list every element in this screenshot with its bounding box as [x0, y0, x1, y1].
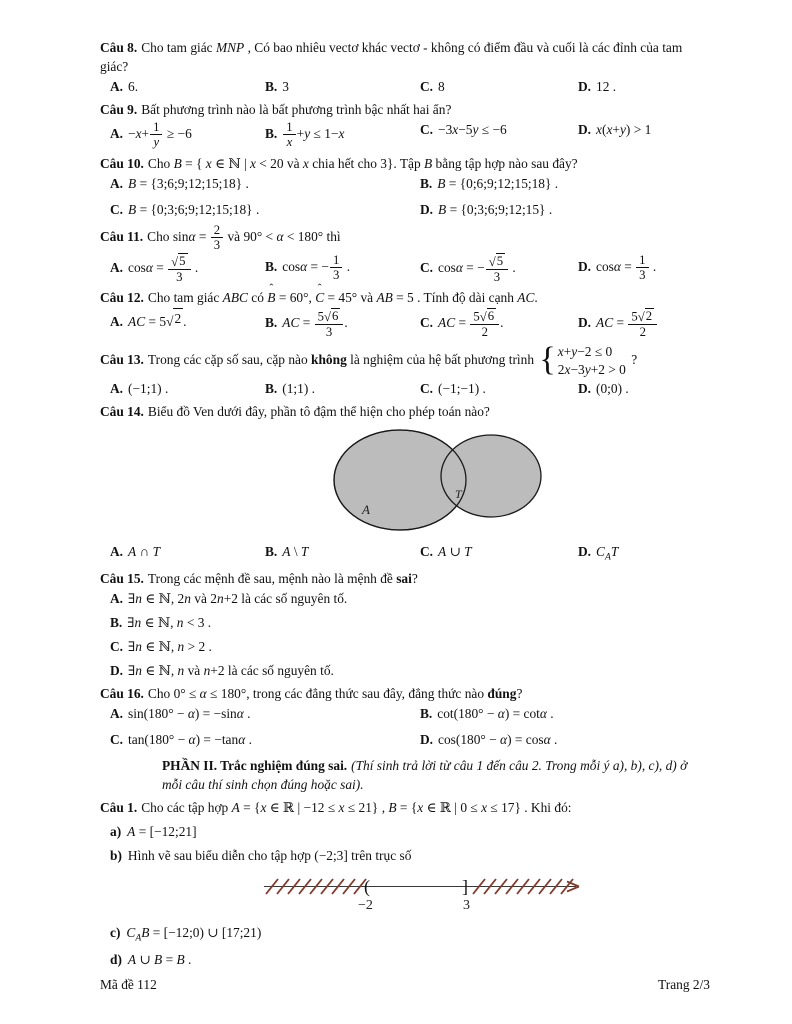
venn-set-t	[441, 435, 541, 517]
hat-accent	[267, 288, 275, 307]
math-variable: B	[128, 175, 137, 191]
statement-label: c)	[110, 925, 121, 941]
option	[265, 77, 420, 96]
math-variable: B	[154, 952, 163, 968]
question-text	[100, 798, 710, 817]
statement-text: A = [−12;21]	[127, 823, 197, 839]
question-text	[100, 402, 710, 421]
option-label: B.	[265, 79, 278, 95]
fraction: 5 √ 2 2	[627, 308, 658, 339]
option-label: D.	[578, 314, 592, 330]
math-variable: C	[596, 544, 605, 560]
options-grid	[100, 542, 710, 564]
math-variable: B	[173, 155, 182, 171]
math-variable: α	[543, 731, 551, 747]
number-line-figure	[258, 869, 710, 918]
math-variable: α	[188, 228, 196, 244]
question-body: Cho 0° ≤ α ≤ 180°, trong các đẳng thức sau đây, đẳng thức nào đúng?	[147, 685, 523, 701]
option-text: (−1;1) .	[128, 381, 169, 397]
math-variable: x	[249, 155, 256, 171]
option-label: A.	[110, 544, 124, 560]
math-variable: AC	[438, 314, 456, 330]
option-label: C.	[420, 122, 434, 138]
option-text: AC = 5 √ 6 3 .	[282, 309, 348, 340]
statement-item	[100, 923, 710, 945]
math-variable: α	[236, 705, 244, 721]
square-root: √ 6	[479, 309, 495, 324]
option	[420, 704, 710, 723]
option-label: A.	[110, 381, 124, 397]
options-grid	[100, 379, 710, 398]
option	[110, 253, 265, 284]
option	[420, 542, 578, 561]
math-variable: α	[539, 705, 547, 721]
option-text: (−1;−1) .	[438, 381, 486, 397]
statement-item	[100, 822, 710, 841]
question-label: Câu 16.	[100, 685, 144, 701]
option-label: B.	[420, 175, 433, 191]
question-label: Câu 13.	[100, 351, 144, 367]
math-variable: x	[481, 799, 488, 815]
option-label: D.	[110, 662, 124, 678]
option	[110, 730, 420, 749]
fraction: 5 √ 6 3	[314, 308, 345, 339]
options-grid	[100, 253, 710, 284]
option-text: $\frac{1}{x}$ +y ≤ 1−x	[282, 126, 344, 141]
math-variable: x	[417, 799, 424, 815]
math-variable: α	[199, 685, 207, 701]
math-variable: AC	[128, 313, 146, 329]
option	[110, 120, 265, 150]
square-root: √ 5	[488, 254, 504, 269]
square-root: √ 5	[171, 254, 186, 269]
part2-question-container	[100, 798, 710, 970]
math-variable: B	[438, 201, 447, 217]
question-body: Trong các mệnh đề sau, mệnh nào là mệnh đề sai?	[147, 570, 418, 586]
option-text: B = {0;3;6;9;12;15} .	[438, 201, 553, 217]
option-label: D.	[578, 122, 592, 138]
math-variable: x	[286, 135, 293, 150]
option-text: A \ T	[282, 544, 309, 560]
math-variable: A	[127, 823, 136, 839]
option-label: C.	[420, 314, 434, 330]
math-variable: n	[177, 638, 185, 654]
math-variable: T	[610, 544, 619, 560]
part2-header	[162, 756, 710, 794]
math-variable: A	[128, 544, 137, 560]
question-text	[100, 38, 710, 76]
option-text: ∃n ∈ ℕ, n < 3 .	[127, 614, 212, 630]
option	[420, 200, 710, 219]
statement-label: d)	[110, 952, 122, 968]
math-variable: α	[300, 259, 308, 275]
question-body: Bất phương trình nào là bất phương trình bậc nhất hai ẩn?	[141, 102, 452, 118]
option-text: cosα = − $\frac{1}{3}$ .	[282, 253, 351, 283]
option	[265, 308, 420, 339]
square-root: √ 2	[166, 308, 183, 328]
venn-svg	[332, 424, 547, 536]
venn-label-t: T	[455, 487, 462, 502]
statement-label: a)	[110, 823, 122, 839]
option	[265, 120, 420, 150]
math-variable: x	[135, 125, 142, 141]
option-label: D.	[578, 381, 592, 397]
math-variable: x	[557, 344, 564, 360]
math-variable: α	[276, 228, 284, 244]
option-label: C.	[420, 259, 434, 275]
option-text: 12 .	[596, 79, 617, 95]
question-body: Trong các cặp số sau, cặp nào không là nghiệm của hệ bất phương trình { x+y−2 ≤ 0 2x−3y+2 > 0 ?	[147, 341, 638, 379]
option	[110, 174, 420, 193]
option-text: cosα = √ 5 3 .	[128, 254, 199, 284]
option-label: C.	[110, 201, 124, 217]
option-label: A.	[110, 705, 124, 721]
math-variable: y	[153, 135, 160, 150]
options-grid	[100, 308, 710, 339]
option	[578, 308, 710, 339]
math-variable: B	[176, 952, 185, 968]
option-text: 3	[282, 79, 289, 95]
system-of-inequalities: { x+y−2 ≤ 0 2x−3y+2 > 0	[539, 341, 626, 379]
option-label: C.	[420, 381, 434, 397]
option-label: C.	[110, 638, 124, 654]
option-text: cot(180° − α) = cotα .	[437, 705, 554, 721]
question-block	[100, 100, 710, 150]
math-variable: x	[302, 155, 309, 171]
math-variable: α	[613, 259, 621, 275]
math-variable: n	[135, 638, 142, 654]
option-text: −3x−5y ≤ −6	[438, 122, 507, 138]
hat-accent	[315, 288, 324, 307]
fraction: $\frac{1}{3}$	[635, 253, 649, 283]
option-label: C.	[420, 79, 434, 95]
math-variable: A	[135, 932, 142, 944]
option-label: A.	[110, 79, 124, 95]
math-variable: n	[203, 662, 211, 678]
option-label: A.	[110, 125, 124, 141]
option-label: C.	[420, 544, 434, 560]
math-variable: AB	[376, 290, 393, 306]
math-variable: n	[216, 590, 224, 606]
math-variable: α	[188, 731, 196, 747]
options-grid	[100, 120, 710, 150]
math-variable: C	[126, 925, 136, 941]
option-text: ∃n ∈ ℕ, n > 2 .	[128, 638, 212, 654]
question-block	[100, 684, 710, 749]
option-text: −x+ $\frac{1}{y}$ ≥ −6	[128, 120, 192, 150]
option	[110, 308, 265, 331]
question-text	[100, 343, 710, 378]
option	[420, 308, 578, 339]
question-label: Câu 1.	[100, 799, 138, 815]
option-text: x(x+y) > 1	[596, 122, 652, 138]
math-variable: B	[128, 201, 137, 217]
option	[578, 379, 710, 398]
math-variable: n	[135, 590, 142, 606]
tick-label-minus2: −2	[358, 897, 373, 913]
option-text: cosα = $\frac{1}{3}$ .	[596, 253, 657, 283]
option-text: A ∪ T	[438, 544, 472, 560]
option-text: ∃n ∈ ℕ, 2n và 2n+2 là các số nguyên tố.	[128, 590, 348, 606]
options-grid	[100, 77, 710, 96]
question-text	[100, 154, 710, 173]
option	[110, 77, 265, 96]
option	[578, 77, 710, 96]
option-label: C.	[110, 731, 124, 747]
question-block	[100, 569, 710, 680]
option-text: tan(180° − α) = −tanα .	[128, 731, 252, 747]
option	[110, 589, 710, 608]
math-variable: ABC	[222, 290, 248, 306]
open-paren-bracket: (	[364, 876, 370, 897]
fraction: 5 √ 6 2	[469, 308, 500, 339]
math-variable: B	[141, 925, 150, 941]
option-label: B.	[265, 544, 278, 560]
math-variable: n	[176, 614, 184, 630]
option-label: B.	[420, 705, 433, 721]
question-block	[100, 798, 710, 970]
fraction: $\frac{1}{3}$	[329, 253, 343, 283]
option	[110, 637, 710, 656]
option	[578, 542, 710, 564]
math-variable: y	[472, 122, 479, 138]
option-label: D.	[420, 731, 434, 747]
question-label: Câu 14.	[100, 404, 144, 420]
part1-questions-container	[100, 38, 710, 749]
part2-subtitle: (Thí sinh trả lời từ câu 1 đến câu 2. Trong mỗi ý a), b), c), d) ở mỗi câu thí sinh chọn đúng hoặc sai).	[162, 757, 688, 792]
bold-emphasis: đúng	[487, 685, 517, 701]
statement-text: Hình vẽ sau biểu diễn cho tập hợp (−2;3] trên trục số	[127, 847, 412, 863]
math-variable: α	[500, 731, 508, 747]
option	[420, 730, 710, 749]
option	[110, 704, 420, 723]
question-text	[100, 288, 710, 307]
option-label: B.	[265, 259, 278, 275]
option-label: B.	[110, 614, 123, 630]
fraction: √ 5 3	[167, 253, 191, 284]
question-body: Cho tam giác MNP , Có bao nhiêu vectơ khác vectơ - không có điểm đầu và cuối là các đỉnh của tam giác?	[100, 40, 683, 75]
question-text	[100, 100, 710, 119]
option-label: D.	[578, 79, 592, 95]
math-variable: α	[187, 705, 195, 721]
option	[110, 613, 710, 632]
math-variable: y	[304, 125, 311, 141]
math-variable: α	[238, 731, 246, 747]
math-variable: x	[596, 122, 602, 138]
question-block	[100, 223, 710, 285]
option	[110, 379, 265, 398]
question-block	[100, 154, 710, 219]
option-text: B = {3;6;9;12;15;18} .	[128, 175, 249, 191]
option-text: B = {0;3;6;9;12;15;18} .	[128, 201, 260, 217]
math-variable: B	[424, 155, 433, 171]
option-label: A.	[110, 590, 124, 606]
option-label: B.	[265, 125, 278, 141]
option	[420, 253, 578, 284]
fraction: √ 5 3	[485, 253, 509, 284]
math-variable: α	[145, 259, 153, 275]
statement-item	[100, 846, 710, 918]
option	[265, 542, 420, 561]
question-body: Cho các tập hợp A = {x ∈ ℝ | −12 ≤ x ≤ 21} , B = {x ∈ ℝ | 0 ≤ x ≤ 17} . Khi đó:	[141, 799, 572, 815]
option-text: A ∩ T	[128, 544, 161, 560]
statement-label: b)	[110, 847, 122, 863]
venn-label-a: A	[362, 502, 370, 518]
square-root: √ 2	[637, 309, 653, 324]
math-variable: y	[584, 361, 591, 377]
math-variable: x	[338, 799, 345, 815]
option-label: D.	[578, 544, 592, 560]
math-variable: α	[455, 259, 463, 275]
option-text: ∃n ∈ ℕ, n và n+2 là các số nguyên tố.	[128, 662, 334, 678]
option-label: D.	[420, 201, 434, 217]
option-text: AC = 5 √ 2 .	[128, 314, 187, 329]
math-variable: A	[604, 551, 611, 563]
question-body: Cho sinα = $\frac{2}{3}$ và 90° < α < 180° thì	[147, 222, 341, 252]
math-variable: AC	[282, 314, 300, 330]
question-block	[100, 402, 710, 564]
option-label: B.	[265, 314, 278, 330]
math-variable: y	[571, 344, 578, 360]
math-variable: x	[452, 122, 459, 138]
math-variable: n	[135, 662, 142, 678]
number-line-svg	[258, 869, 598, 913]
math-variable: x	[205, 155, 212, 171]
tick-label-3: 3	[463, 897, 470, 913]
option-label: B.	[265, 381, 278, 397]
option-text: cosα = − √ 5 3 .	[438, 254, 516, 284]
option	[420, 174, 710, 193]
part2-title: PHẦN II. Trắc nghiệm đúng sai.	[162, 757, 348, 773]
option-label: D.	[578, 259, 592, 275]
exam-code: Mã đề 112	[100, 976, 157, 992]
options-grid	[100, 589, 710, 680]
math-variable: A	[282, 544, 291, 560]
options-grid	[100, 174, 710, 219]
math-variable: T	[152, 544, 161, 560]
statement-text: $C_AB$ = [−12;0) ∪ [17;21)	[126, 925, 262, 944]
question-label: Câu 12.	[100, 290, 144, 306]
option	[110, 542, 265, 561]
option	[420, 379, 578, 398]
math-variable: n	[177, 662, 185, 678]
question-label: Câu 15.	[100, 570, 144, 586]
fraction: $\frac{2}{3}$	[210, 223, 224, 253]
question-block	[100, 38, 710, 96]
options-grid	[100, 704, 710, 749]
fraction: $\frac{1}{x}$	[282, 120, 296, 150]
option	[578, 253, 710, 283]
question-body: Cho tam giác ABC có ˆ B = 60°, ˆ C = 45° và AB = 5 . Tính độ dài cạnh AC.	[148, 290, 538, 305]
option-text: cos(180° − α) = cosα .	[438, 731, 558, 747]
close-square-bracket: ]	[462, 876, 468, 897]
math-variable: T	[464, 544, 472, 560]
question-block	[100, 343, 710, 398]
page-footer	[100, 975, 710, 994]
math-variable: x	[260, 799, 267, 815]
venn-diagram	[332, 424, 710, 541]
math-variable: A	[127, 952, 137, 968]
math-variable: n	[134, 614, 142, 630]
option	[420, 120, 578, 139]
question-label: Câu 8.	[100, 40, 138, 55]
option-text: 8	[438, 79, 445, 95]
math-variable: B	[437, 175, 446, 191]
square-root: √ 6	[324, 309, 339, 324]
question-label: Câu 11.	[100, 228, 144, 244]
option-text: AC = 5 √ 6 2 .	[438, 309, 504, 340]
question-label: Câu 10.	[100, 155, 144, 171]
math-variable: y	[619, 122, 626, 138]
math-variable: B	[267, 290, 276, 306]
question-text	[100, 684, 710, 703]
option-text: (1;1) .	[282, 381, 316, 397]
option-text: (0;0) .	[596, 381, 629, 397]
math-variable: x	[338, 125, 345, 141]
question-text	[100, 569, 710, 588]
fraction: $\frac{1}{y}$	[149, 120, 163, 150]
math-variable: x	[606, 122, 613, 138]
statement-item	[100, 950, 710, 969]
math-variable: A	[438, 544, 447, 560]
math-variable: x	[564, 361, 571, 377]
option	[110, 661, 710, 680]
option-text: AC = 5 √ 2 2	[596, 315, 658, 330]
math-variable: A	[231, 799, 240, 815]
option-text	[596, 544, 619, 563]
bold-emphasis: không	[311, 351, 347, 367]
option-text: B = {0;6;9;12;15;18} .	[437, 175, 559, 191]
math-variable: AC	[517, 290, 535, 306]
option-label: A.	[110, 259, 124, 275]
math-variable: n	[184, 590, 191, 606]
option-label: A.	[110, 313, 124, 329]
question-label: Câu 9.	[100, 102, 138, 118]
question-text	[100, 223, 710, 253]
math-variable: C	[315, 290, 325, 306]
option-text: 6.	[128, 79, 139, 95]
statement-text: A ∪ B = B .	[127, 952, 192, 968]
option	[265, 253, 420, 283]
page-number: Trang 2/3	[658, 976, 710, 992]
question-block	[100, 288, 710, 339]
bold-emphasis: sai	[396, 570, 412, 586]
math-variable: B	[388, 799, 397, 815]
option-label: A.	[110, 175, 124, 191]
option	[578, 120, 710, 139]
math-variable: MNP	[215, 40, 245, 55]
option-text: sin(180° − α) = −sinα .	[128, 705, 251, 721]
option	[265, 379, 420, 398]
math-variable: T	[300, 544, 309, 560]
question-body: Cho B = { x ∈ ℕ | x < 20 và x chia hết cho 3}. Tập B bằng tập hợp nào sau đây?	[147, 155, 578, 171]
option	[110, 200, 420, 219]
option	[420, 77, 578, 96]
math-variable: α	[497, 705, 505, 721]
question-body: Biểu đồ Ven dưới đây, phần tô đậm thể hiện cho phép toán nào?	[147, 404, 490, 420]
math-variable: AC	[596, 314, 614, 330]
